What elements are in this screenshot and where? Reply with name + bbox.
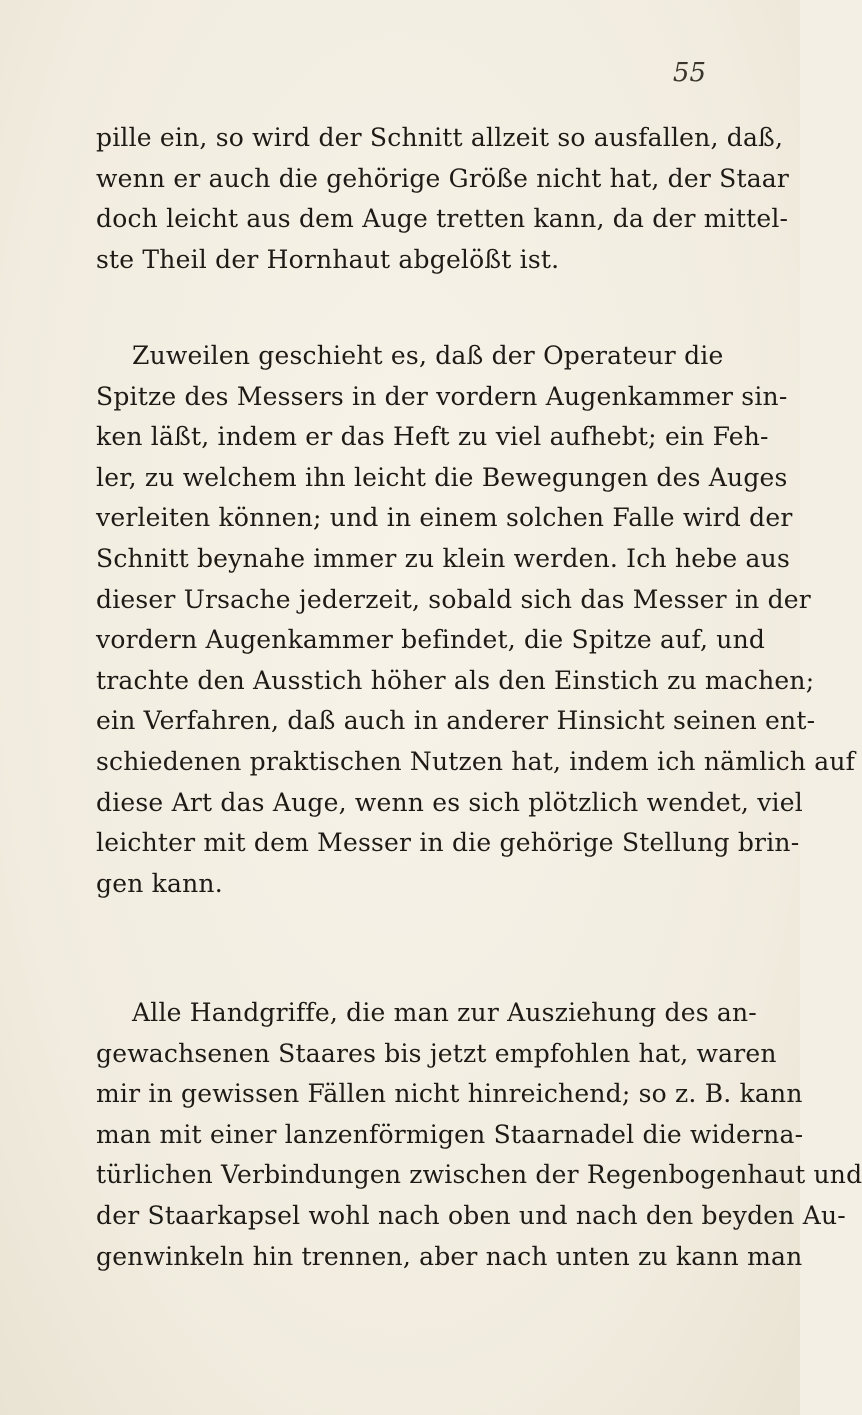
text-line: doch leicht aus dem Auge tretten kann, da der mittel- <box>96 204 789 234</box>
text-line: trachte den Ausstich höher als den Einstich zu machen; <box>96 665 815 695</box>
text-line: wenn er auch die gehörige Größe nicht hat, der Staar <box>96 163 790 193</box>
text-line: Schnitt beynahe immer zu klein werden. Ich hebe aus <box>96 543 790 573</box>
text-line: genwinkeln hin trennen, aber nach unten zu kann man <box>96 1241 803 1271</box>
text-line: mir in gewissen Fällen nicht hinreichend; so z. B. kann <box>96 1079 803 1109</box>
text-line: verleiten können; und in einem solchen Falle wird der <box>96 503 793 533</box>
paragraph-1 <box>96 118 790 280</box>
text-line: Zuweilen geschieht es, daß der Operateur die <box>132 341 724 370</box>
text-line: ler, zu welchem ihn leicht die Bewegungen des Auges <box>96 462 788 492</box>
text-line: vordern Augenkammer befindet, die Spitze auf, und <box>96 625 766 655</box>
text-line: pille ein, so wird der Schnitt allzeit so ausfallen, daß, <box>96 123 784 152</box>
text-line: man mit einer lanzenförmigen Staarnadel die widerna- <box>96 1119 804 1149</box>
text-line: der Staarkapsel wohl nach oben und nach den beyden Au- <box>96 1200 846 1230</box>
paragraph-2 <box>96 336 856 904</box>
text-line: ein Verfahren, daß auch in anderer Hinsicht seinen ent- <box>96 706 816 736</box>
text-line: türlichen Verbindungen zwischen der Regenbogenhaut und <box>96 1160 862 1190</box>
text-line: Spitze des Messers in der vordern Augenkammer sin- <box>96 381 788 411</box>
text-line: gen kann. <box>96 868 223 898</box>
page-number: 55 <box>672 58 706 88</box>
text-line: ste Theil der Hornhaut abgelößt ist. <box>96 244 560 274</box>
text-line: schiedenen praktischen Nutzen hat, indem ich nämlich auf <box>96 746 856 776</box>
paragraph-3 <box>96 993 862 1277</box>
text-line: leichter mit dem Messer in die gehörige Stellung brin- <box>96 828 800 858</box>
text-line: gewachsenen Staares bis jetzt empfohlen hat, waren <box>96 1038 777 1068</box>
text-line: dieser Ursache jederzeit, sobald sich das Messer in der <box>96 584 811 614</box>
text-line: ken läßt, indem er das Heft zu viel aufhebt; ein Feh- <box>96 422 769 452</box>
text-line: diese Art das Auge, wenn es sich plötzlich wendet, viel <box>96 787 803 817</box>
text-line: Alle Handgriffe, die man zur Ausziehung des an- <box>132 998 757 1027</box>
